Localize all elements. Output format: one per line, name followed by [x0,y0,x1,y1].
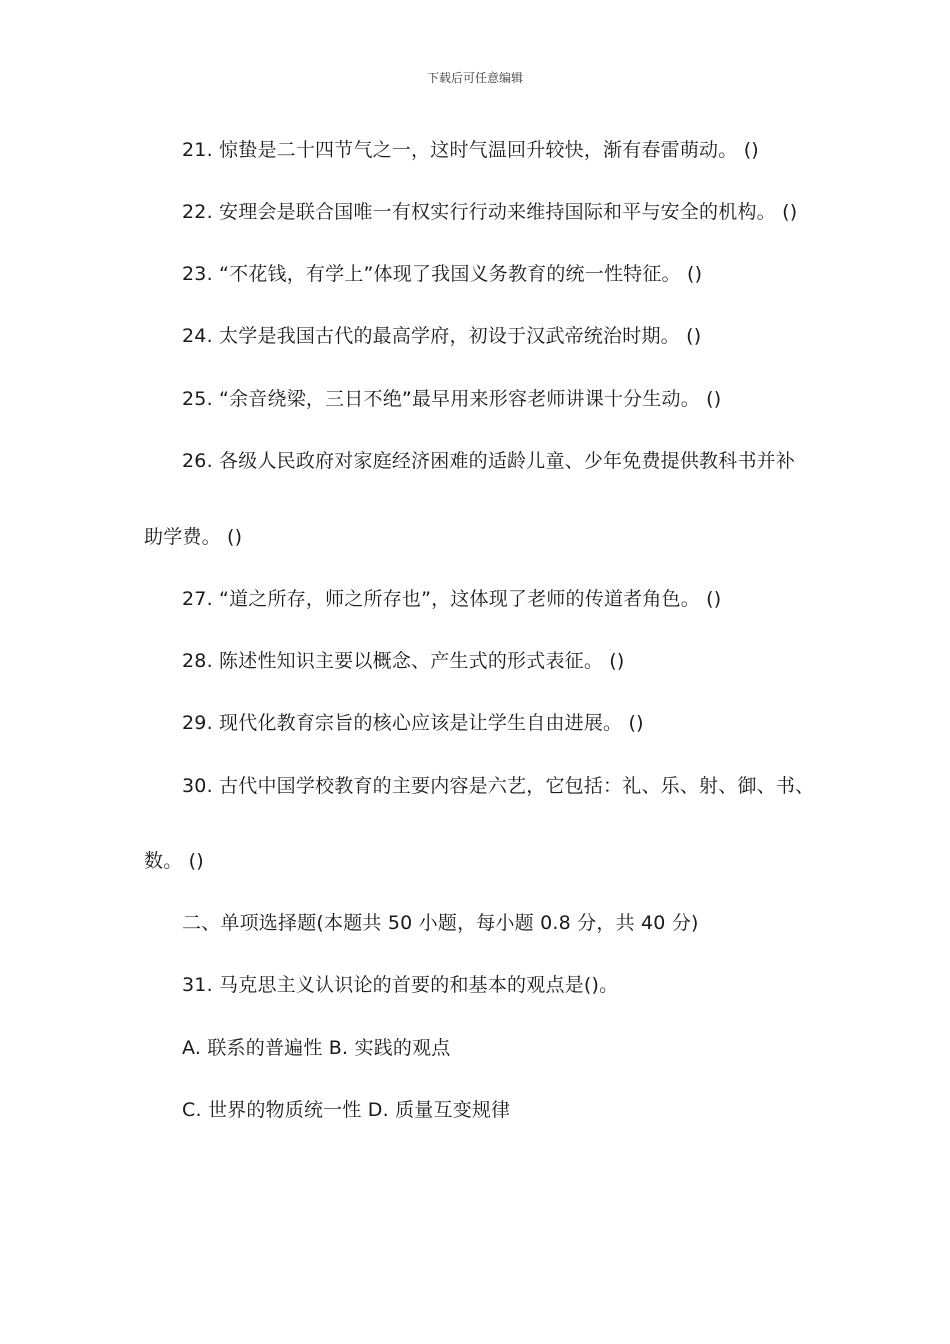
question-31: 31. 马克思主义认识论的首要的和基本的观点是()。 [182,974,619,996]
question-22: 22. 安理会是联合国唯一有权实行行动来维持国际和平与安全的机构。 () [182,201,798,223]
question-23: 23. “不花钱，有学上”体现了我国义务教育的统一性特征。 () [182,263,703,285]
question-31-options-ab: A. 联系的普遍性 B. 实践的观点 [182,1037,451,1059]
question-21: 21. 惊蛰是二十四节气之一，这时气温回升较快，渐有春雷萌动。 () [182,139,759,161]
question-26-continued: 助学费。 () [144,526,243,548]
section-heading: 二、单项选择题(本题共 50 小题，每小题 0.8 分，共 40 分) [182,912,699,934]
question-24: 24. 太学是我国古代的最高学府，初设于汉武帝统治时期。 () [182,325,702,347]
question-26: 26. 各级人民政府对家庭经济困难的适龄儿童、少年免费提供教科书并补 [182,450,796,472]
question-25: 25. “余音绕梁，三日不绝”最早用来形容老师讲课十分生动。 () [182,388,722,410]
question-28: 28. 陈述性知识主要以概念、产生式的形式表征。 () [182,650,625,672]
question-31-options-cd: C. 世界的物质统一性 D. 质量互变规律 [182,1099,511,1121]
question-27: 27. “道之所存，师之所存也”，这体现了老师的传道者角色。 () [182,588,722,610]
page-header: 下载后可任意编辑 [426,71,523,85]
question-29: 29. 现代化教育宗旨的核心应该是让学生自由进展。 () [182,712,644,734]
question-30-continued: 数。 () [144,850,204,872]
question-30: 30. 古代中国学校教育的主要内容是六艺，它包括：礼、乐、射、御、书、 [182,775,815,797]
